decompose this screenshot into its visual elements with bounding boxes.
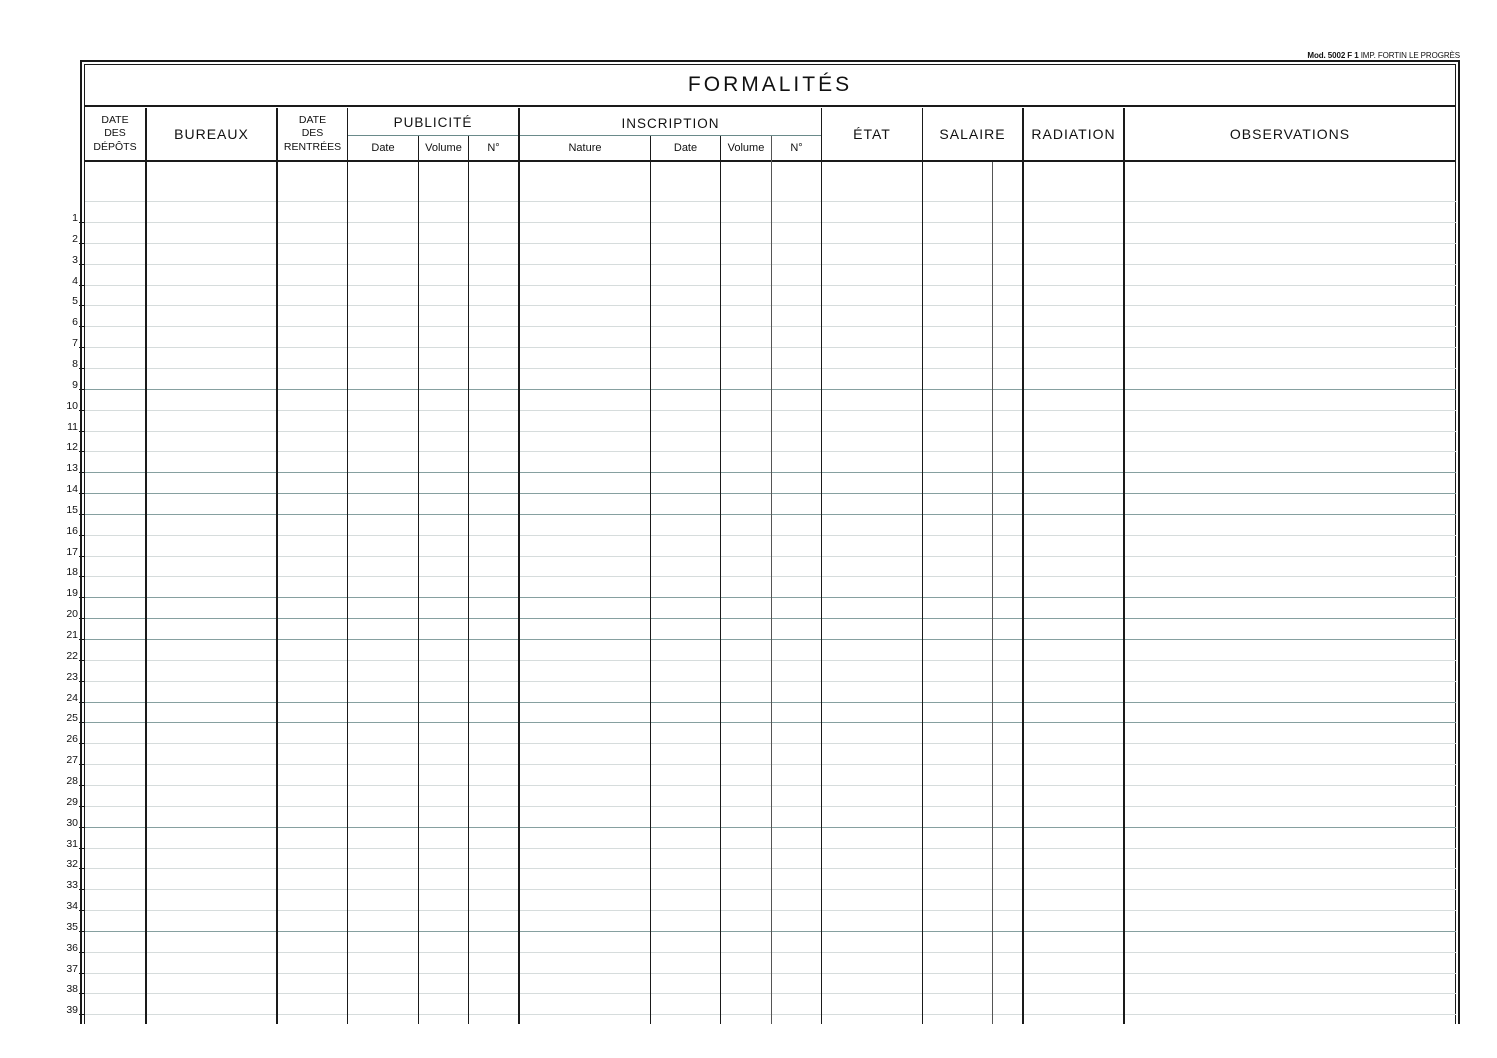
row-tick <box>79 722 84 723</box>
row-tick <box>79 1014 84 1015</box>
header-date-depots <box>85 108 145 160</box>
row-number: 7 <box>72 337 78 350</box>
ruled-line <box>84 722 1456 723</box>
row-tick <box>79 243 84 244</box>
column-line-salaire <box>1022 108 1024 1024</box>
row-tick <box>79 305 84 306</box>
row-number: 22 <box>66 649 78 662</box>
row-tick <box>79 660 84 661</box>
ruled-line <box>84 827 1456 828</box>
row-tick <box>79 514 84 515</box>
row-tick <box>79 451 84 452</box>
header-radiation: RADIATION <box>1031 125 1116 142</box>
row-tick <box>79 827 84 828</box>
row-number: 15 <box>66 503 78 516</box>
frame-left-border <box>80 60 82 1024</box>
row-tick <box>79 410 84 411</box>
column-line-ins-volume <box>771 135 772 1024</box>
row-number: 31 <box>66 837 78 850</box>
row-tick <box>79 556 84 557</box>
header-observations: OBSERVATIONS <box>1229 125 1351 142</box>
header-publicite-date: Date <box>371 142 395 154</box>
title-divider <box>84 105 1456 107</box>
ruled-line <box>84 431 1456 432</box>
header-inscription-nature: Nature <box>568 142 602 154</box>
row-number: 36 <box>66 941 78 954</box>
row-number: 5 <box>72 295 78 308</box>
header-date-depots-line1: DATE <box>101 113 129 126</box>
row-number: 23 <box>66 670 78 683</box>
header-etat: ÉTAT <box>853 125 891 142</box>
column-line-left <box>84 106 85 1024</box>
row-number: 14 <box>66 483 78 496</box>
row-number: 28 <box>66 774 78 787</box>
ruled-line <box>84 868 1456 869</box>
column-line-depots <box>145 108 147 1024</box>
ruled-line <box>84 764 1456 765</box>
ruled-line <box>84 743 1456 744</box>
row-tick <box>79 993 84 994</box>
row-number: 4 <box>72 274 78 287</box>
column-line-inscription <box>821 108 822 1024</box>
ruled-line <box>84 931 1456 932</box>
row-number: 9 <box>72 378 78 391</box>
row-number: 25 <box>66 712 78 725</box>
ruled-line <box>84 410 1456 411</box>
row-number: 27 <box>66 754 78 767</box>
column-line-rentrees <box>347 108 348 1024</box>
row-number: 29 <box>66 795 78 808</box>
row-number: 30 <box>66 816 78 829</box>
ruled-line <box>84 702 1456 703</box>
ruled-line <box>84 556 1456 557</box>
row-number: 38 <box>66 983 78 996</box>
header-date-depots-line3: DÉPÔTS <box>93 140 137 153</box>
row-number: 26 <box>66 733 78 746</box>
ruled-line <box>84 535 1456 536</box>
row-tick <box>79 931 84 932</box>
ruled-line <box>84 785 1456 786</box>
row-number: 18 <box>66 566 78 579</box>
column-line-ins-nature <box>650 135 651 1024</box>
row-tick <box>79 806 84 807</box>
row-number: 1 <box>72 212 78 224</box>
header-inscription: INSCRIPTION <box>621 115 720 131</box>
row-tick <box>79 618 84 619</box>
ruled-line <box>84 285 1456 286</box>
header-publicite-number: N° <box>487 142 500 154</box>
row-number: 21 <box>66 629 78 641</box>
row-tick <box>79 597 84 598</box>
row-tick <box>79 431 84 432</box>
ruled-line <box>84 472 1456 473</box>
row-number: 39 <box>66 1004 78 1017</box>
ruled-line <box>84 597 1456 598</box>
row-tick <box>79 576 84 577</box>
row-tick <box>79 743 84 744</box>
column-line-radiation <box>1123 108 1125 1024</box>
row-tick <box>79 472 84 473</box>
header-date-rentrees-line1: DATE <box>298 113 327 126</box>
header-bureaux: BUREAUX <box>174 125 249 142</box>
row-number: 3 <box>72 253 78 266</box>
column-line-pub-volume <box>468 135 469 1024</box>
row-tick <box>79 535 84 536</box>
ruled-line <box>84 368 1456 369</box>
row-number: 13 <box>66 462 78 475</box>
row-tick <box>79 764 84 765</box>
ruled-line <box>84 660 1456 661</box>
ruled-line <box>84 451 1456 452</box>
ruled-line <box>84 848 1456 849</box>
row-number: 20 <box>66 608 78 621</box>
header-salaire: SALAIRE <box>939 125 1006 142</box>
ruled-line <box>84 993 1456 994</box>
row-number: 6 <box>72 316 78 329</box>
row-tick <box>79 639 84 640</box>
ruled-line <box>84 514 1456 515</box>
ruled-line <box>84 910 1456 911</box>
header-publicite-volume: Volume <box>425 142 462 154</box>
row-tick <box>79 264 84 265</box>
ruled-line <box>84 889 1456 890</box>
row-number: 12 <box>66 441 78 454</box>
row-tick <box>79 368 84 369</box>
row-tick <box>79 868 84 869</box>
row-tick <box>79 952 84 953</box>
row-number: 2 <box>72 232 78 245</box>
column-line-bureaux <box>276 108 278 1024</box>
row-number: 32 <box>66 858 78 871</box>
row-tick <box>79 493 84 494</box>
ruled-line <box>84 305 1456 306</box>
row-number: 34 <box>66 900 78 913</box>
ruled-line <box>84 493 1456 494</box>
row-tick <box>79 785 84 786</box>
ruled-line <box>84 639 1456 640</box>
header-date-depots-line2: DES <box>104 127 126 140</box>
frame-top-border <box>80 60 1460 62</box>
row-number: 11 <box>67 420 78 433</box>
row-tick <box>79 910 84 911</box>
row-number: 33 <box>66 879 78 892</box>
ruled-line <box>84 201 1456 202</box>
row-tick <box>79 889 84 890</box>
ruled-line <box>84 347 1456 348</box>
header-inscription-date: Date <box>673 142 698 154</box>
ruled-line <box>84 973 1456 974</box>
row-number: 16 <box>66 524 78 537</box>
model-number: Mod. 5002 F 1 <box>1307 51 1359 60</box>
row-tick <box>79 326 84 327</box>
column-line-etat <box>922 108 923 1024</box>
row-tick <box>79 681 84 682</box>
frame-right-border <box>1458 60 1460 1024</box>
header-divider <box>84 160 1456 162</box>
row-tick <box>79 973 84 974</box>
row-number: 19 <box>66 587 78 600</box>
row-tick <box>79 222 84 223</box>
ruled-line <box>84 681 1456 682</box>
publicite-subheader-divider <box>348 135 518 136</box>
header-date-rentrees-line3: RENTRÉES <box>283 140 342 153</box>
column-line-ins-date <box>720 135 721 1024</box>
column-line-salaire-split <box>992 162 993 1024</box>
ruled-line <box>84 243 1456 244</box>
row-number: 37 <box>66 962 78 975</box>
ruled-line <box>84 326 1456 327</box>
column-line-pub-date <box>418 135 419 1024</box>
inscription-subheader-divider <box>520 135 821 136</box>
page-title: FORMALITÉS <box>687 72 853 96</box>
row-tick <box>79 389 84 390</box>
row-tick <box>79 347 84 348</box>
printer-name: IMP. FORTIN LE PROGRÈS <box>1360 51 1460 60</box>
ruled-line <box>84 952 1456 953</box>
row-number: 10 <box>66 399 78 412</box>
row-number: 35 <box>66 920 78 933</box>
ruled-line <box>84 576 1456 577</box>
header-publicite: PUBLICITÉ <box>393 114 473 130</box>
row-tick <box>79 702 84 703</box>
ruled-line <box>84 1014 1456 1015</box>
inner-right-border <box>1455 64 1456 1024</box>
ruled-line <box>84 264 1456 265</box>
column-line-publicite <box>518 108 520 1024</box>
ruled-line <box>84 389 1456 390</box>
row-number: 17 <box>66 545 78 558</box>
ruled-line <box>84 806 1456 807</box>
row-number: 8 <box>72 357 78 370</box>
ruled-line <box>84 222 1456 223</box>
header-date-rentrees <box>278 108 347 160</box>
header-inscription-volume: Volume <box>727 142 765 154</box>
row-tick <box>79 285 84 286</box>
row-number: 24 <box>66 691 78 704</box>
ruled-line <box>84 618 1456 619</box>
header-inscription-number: N° <box>790 142 803 154</box>
row-tick <box>79 848 84 849</box>
header-date-rentrees-line2: DES <box>301 127 324 140</box>
